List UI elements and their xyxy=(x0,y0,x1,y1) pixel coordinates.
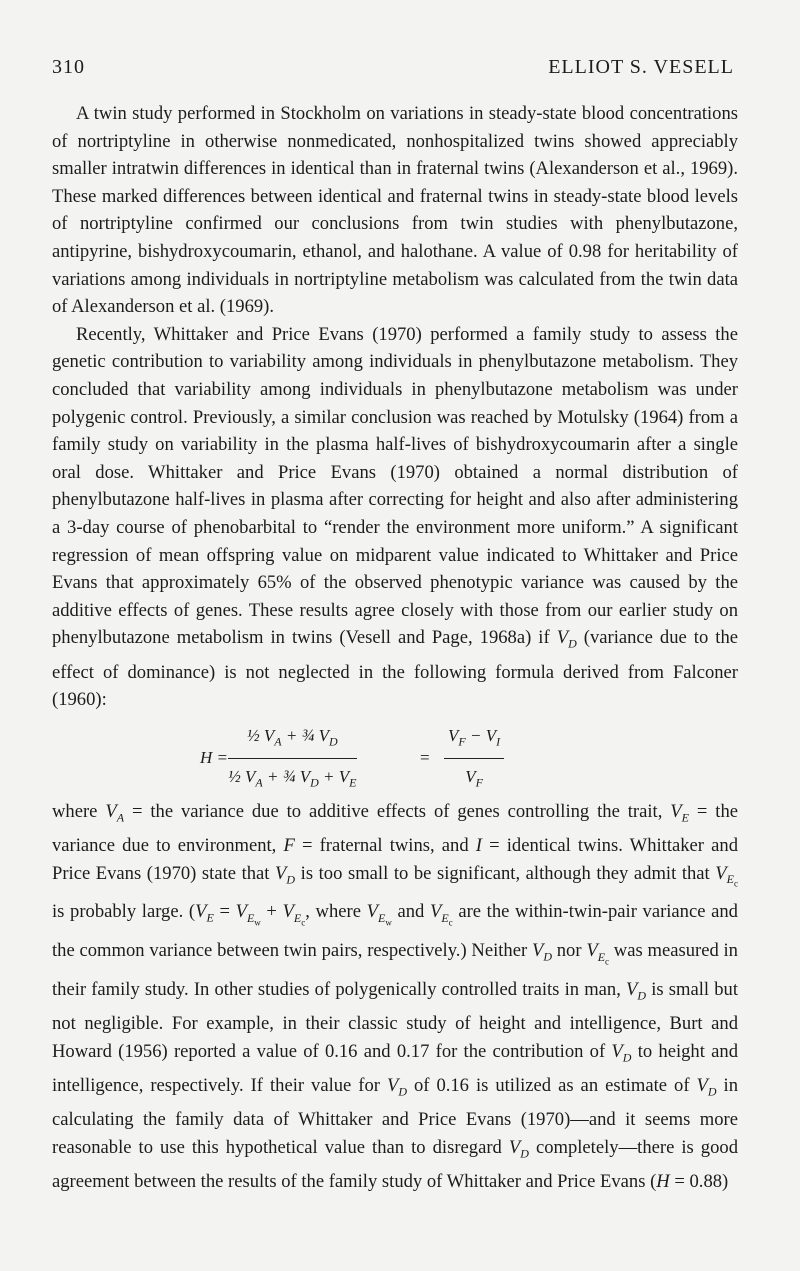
paragraph-2: Recently, Whittaker and Price Evans (1970) performed a family study to assess the genetic contribution to variability among individuals in phenylbutazone metabolism. They concluded that variability among individuals in phenylbutazone metabolism was under polygenic control. Previously, a similar conclusion was reached by Motulsky (1964) from a family study on variability in the plasma half-lives of bishydroxycoumarin after a single oral dose. Whittaker and Price Evans (1970) obtained a normal distribution of phenylbutazone half-lives in plasma after correcting for height and also after administering a 3-day course of phenobarbital to “render the environment more uniform.” A significant regression of mean offspring value on midparent value indicated to Whittaker and Price Evans that approximately 65% of the observed phenotypic variance was caused by the additive effects of genes. These results agree closely with those from our earlier study on phenylbutazone metabolism in twins (Vesell and Page, 1968a) if $V_D$ (variance due to the effect of dominance) is not neglected in the following formula derived from Falconer (1960): xyxy=(52,323,739,711)
paragraph-1: A twin study performed in Stockholm on variations in steady-state blood concentrations of nortriptyline in otherwise nonmedicated, nonhospitalized twins showed appreciably smaller intratwin differences in identical than in fraternal twins (Alexanderson et al., 1969). These marked differences between identical and fraternal twins in steady-state blood levels of nortriptyline confirmed our conclusions from twin studies with phenylbutazone, antipyrine, bishydroxycoumarin, ethanol, and halothane. A value of 0.98 for heritability of variations among individuals in nortriptyline metabolism was calculated from the twin data of Alexanderson et al. (1969). xyxy=(52,103,738,318)
heritability-formula xyxy=(52,722,738,788)
formula-fraction-2 xyxy=(444,722,504,797)
formula-equals: = xyxy=(420,747,430,767)
body-text xyxy=(52,100,738,1196)
formula-fraction-1-numerator: ½ $V_A$ + ¾ $V_D$ xyxy=(228,722,357,759)
formula-fraction-2-numerator: $V_F - V_I$ xyxy=(444,722,504,759)
running-head: ELLIOT S. VESELL xyxy=(548,56,734,78)
formula-fraction-1-denominator: ½ $V_A$ + ¾ $V_D + V_E$ xyxy=(228,766,357,790)
formula-lhs: H = xyxy=(200,747,229,767)
paragraph-3: where $V_A$ = the variance due to additive effects of genes controlling the trait, $V_E$ = the variance due to environment, F = fraternal twins, and I = identical twins. Whittaker and Price Evans (1970) state that $V_D$ is too small to be significant, although they admit that $V_{E_c}$ is probably large. ($V_E = V_{E_w} + V_{E_c}$, where $V_{E_w}$ and $V_{E_c}$ are the within-twin-pair variance and the common variance between twin pairs, respectively.) Neither $V_D$ nor $V_{E_c}$ was measured in their family study. In other studies of polygenically controlled traits in man, $V_D$ is small but not negligible. For example, in their classic study of height and intelligence, Burt and Howard (1956) reported a value of 0.16 and 0.17 for the contribution of $V_D$ to height and intelligence, respectively. If their value for $V_D$ of 0.16 is utilized as an estimate of $V_D$ in calculating the family data of Whittaker and Price Evans (1970)—and it seems more reasonable to use this hypothetical value than to disregard $V_D$ completely—there is good agreement between the results of the family study of Whittaker and Price Evans (H = 0.88) xyxy=(52,800,739,1193)
formula-fraction-2-denominator: $V_F$ xyxy=(465,766,483,790)
formula-fraction-1 xyxy=(228,722,357,797)
page-number: 310 xyxy=(52,56,85,78)
